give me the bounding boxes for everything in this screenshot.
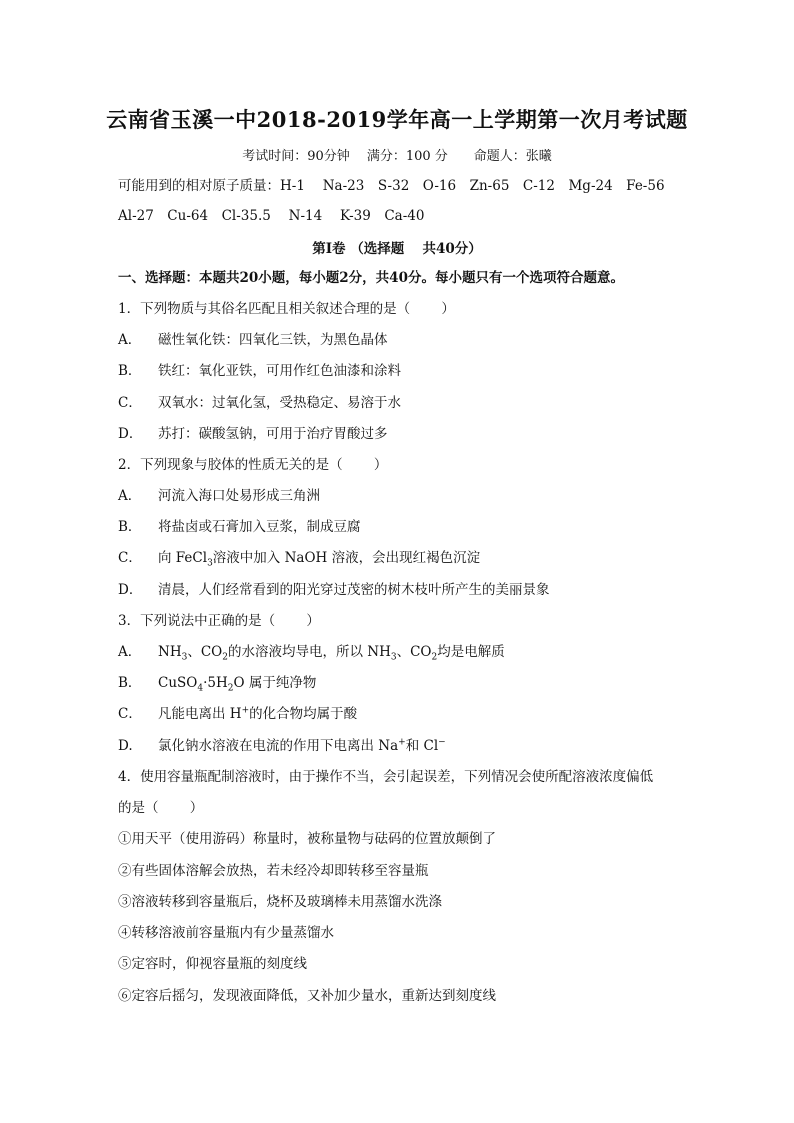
q4-item-3: ③溶液转移到容量瓶后，烧杯及玻璃棒未用蒸馏水洗涤	[118, 894, 442, 910]
q1-option-a	[118, 330, 388, 350]
option-text: 、CO	[187, 644, 223, 660]
q2-option-c	[118, 548, 480, 568]
subscript: 2	[222, 652, 228, 663]
q3-option-a	[118, 642, 505, 662]
part-heading: 一、选择题：本题共20小题，每小题2分，共40分。每小题只有一个选项符合题意。	[118, 270, 624, 286]
q1-option-c	[118, 393, 401, 413]
option-label: C．	[118, 395, 142, 411]
option-text: 磁性氧化铁：四氧化三铁，为黑色晶体	[158, 332, 388, 348]
option-text: CuSO	[158, 675, 198, 691]
option-label: A．	[118, 488, 142, 504]
option-label: B．	[118, 519, 142, 535]
superscript: +	[241, 705, 250, 716]
q2-option-a	[118, 486, 320, 506]
superscript: −	[438, 737, 446, 748]
option-text: 苏打：碳酸氢钠，可用于治疗胃酸过多	[158, 426, 388, 442]
q2-stem: 2．下列现象与胶体的性质无关的是（ ）	[118, 457, 388, 473]
q4-item-2: ②有些固体溶解会放热，若未经冷却即转移至容量瓶	[118, 863, 429, 879]
q4-stem-line-1: 4．使用容量瓶配制溶液时，由于操作不当，会引起误差，下列情况会使所配溶液浓度偏低	[118, 769, 654, 785]
option-text: 和 Cl	[405, 738, 439, 754]
option-text: 的水溶液均导电，所以 NH	[227, 644, 391, 660]
option-label: D．	[118, 426, 143, 442]
option-text: 向 FeCl	[158, 550, 208, 566]
q1-stem: 1．下列物质与其俗名匹配且相关叙述合理的是（ ）	[118, 301, 455, 317]
q4-stem-line-2: 的是（ ）	[118, 800, 204, 816]
option-text: O 属于纯净物	[233, 675, 317, 691]
option-label: C．	[118, 706, 142, 722]
option-label: A．	[118, 332, 142, 348]
option-text: 的化合物均属于酸	[249, 706, 358, 722]
option-text: NH	[158, 644, 182, 660]
subscript: 3	[181, 652, 188, 663]
q3-option-c	[118, 704, 357, 724]
option-text: 、CO	[396, 644, 432, 660]
option-text: 双氧水：过氧化氢，受热稳定、易溶于水	[158, 395, 401, 411]
q3-stem: 3．下列说法中正确的是（ ）	[118, 613, 320, 629]
subscript: 2	[431, 652, 438, 663]
subscript: 2	[227, 683, 234, 694]
option-text: 铁红：氧化亚铁，可用作红色油漆和涂料	[158, 363, 401, 379]
q4-item-4: ④转移溶液前容量瓶内有少量蒸馏水	[118, 925, 334, 941]
exam-title: 云南省玉溪一中2018-2019学年高一上学期第一次月考试题	[106, 107, 688, 132]
q1-option-b	[118, 361, 401, 381]
option-label: A．	[118, 644, 142, 660]
option-label: C．	[118, 550, 142, 566]
subscript: 3	[207, 558, 213, 569]
option-text: 氯化钠水溶液在电流的作用下电离出 Na	[158, 738, 399, 754]
atomic-masses-line-1: 可能用到的相对原子质量：H-1 Na-23 S-32 O-16 Zn-65 C-12 Mg-24 Fe-56	[118, 178, 665, 194]
option-label: D.	[118, 738, 133, 754]
option-label: B．	[118, 675, 142, 691]
superscript: +	[398, 737, 406, 748]
option-text: 溶液中加入 NaOH 溶液，会出现红褐色沉淀	[212, 550, 481, 566]
exam-subtitle: 考试时间：90分钟 满分：100 分 命题人：张曦	[242, 149, 552, 164]
q3-option-d	[118, 736, 446, 756]
q1-option-d	[118, 424, 388, 444]
option-label: D．	[118, 582, 143, 598]
option-text: 均是电解质	[437, 644, 505, 660]
option-text: ·5H	[203, 675, 228, 691]
option-text: 将盐卤或石膏加入豆浆，制成豆腐	[158, 519, 361, 535]
option-text: 清晨，人们经常看到的阳光穿过茂密的树木枝叶所产生的美丽景象	[158, 582, 550, 598]
q2-option-b	[118, 517, 361, 537]
subscript: 4	[197, 683, 204, 694]
q4-item-6: ⑥定容后摇匀，发现液面降低，又补加少量水，重新达到刻度线	[118, 988, 496, 1004]
q2-option-d	[118, 580, 550, 600]
option-text: 河流入海口处易形成三角洲	[158, 488, 320, 504]
atomic-masses-line-2: Al-27 Cu-64 Cl-35.5 N-14 K-39 Ca-40	[118, 208, 425, 224]
q3-option-b	[118, 673, 316, 693]
q4-item-5: ⑤定容时，仰视容量瓶的刻度线	[118, 956, 307, 972]
subscript: 3	[390, 652, 397, 663]
q4-item-1: ①用天平（使用游码）称量时，被称量物与砝码的位置放颠倒了	[118, 831, 496, 847]
section-title: 第Ⅰ卷 （选择题 共40分）	[312, 241, 482, 257]
option-text: 凡能电离出 H	[158, 706, 242, 722]
option-label: B．	[118, 363, 142, 379]
